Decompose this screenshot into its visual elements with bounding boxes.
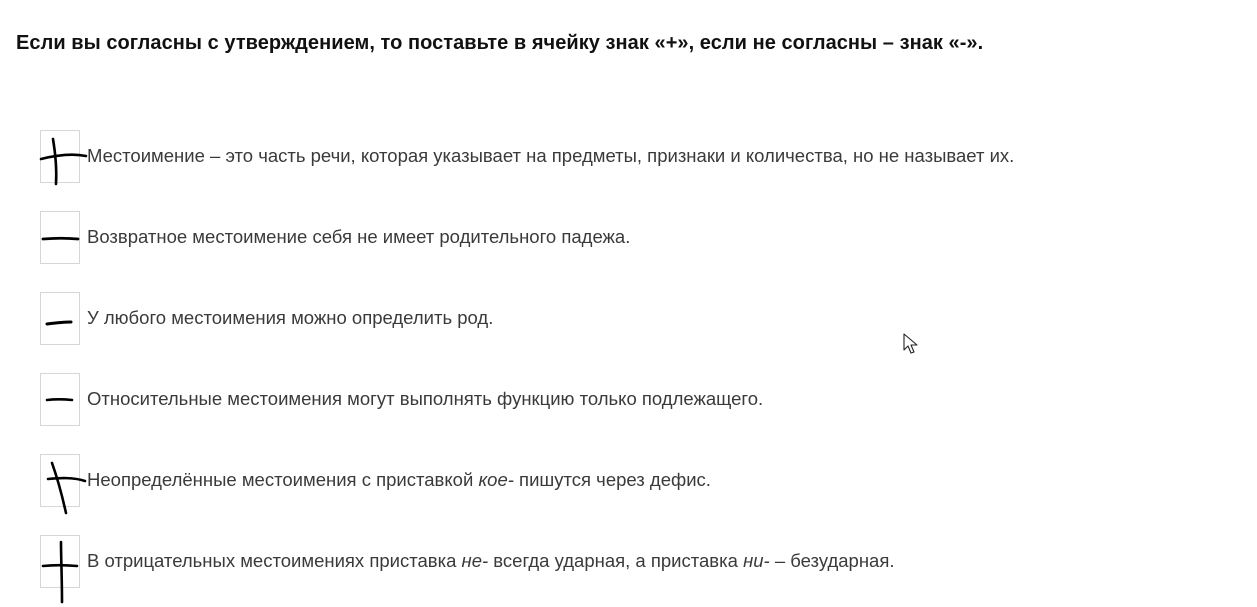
answer-cell[interactable]	[40, 373, 80, 426]
answer-cell[interactable]	[40, 211, 80, 264]
instruction-heading: Если вы согласны с утверждением, то поставьте в ячейку знак «+», если не согласны – знак «-».	[16, 32, 984, 54]
statement-row	[40, 535, 1240, 591]
answer-cell[interactable]	[40, 292, 80, 345]
answer-cell[interactable]	[40, 535, 80, 588]
handwritten-minus-mark	[37, 372, 87, 432]
statement-row	[40, 454, 1240, 510]
handwritten-minus-mark	[37, 210, 87, 270]
statement-row	[40, 292, 1240, 348]
statement-row	[40, 211, 1240, 267]
statement-row	[40, 130, 1240, 186]
answer-cell[interactable]	[40, 130, 80, 183]
statement-text: Относительные местоимения могут выполнять функцию только подлежащего.	[87, 388, 764, 409]
statement-text: В отрицательных местоимениях приставка не- всегда ударная, а приставка ни- – безударная.	[87, 550, 895, 571]
handwritten-plus-mark	[37, 534, 87, 604]
handwritten-plus-mark	[37, 129, 87, 189]
handwritten-minus-mark	[37, 291, 87, 351]
statement-text: Неопределённые местоимения с приставкой кое- пишутся через дефис.	[87, 469, 711, 490]
statement-text: Местоимение – это часть речи, которая указывает на предметы, признаки и количества, но не называет их.	[87, 145, 1015, 166]
statement-text: У любого местоимения можно определить род.	[87, 307, 494, 328]
statement-row	[40, 373, 1240, 429]
answer-cell[interactable]	[40, 454, 80, 507]
mouse-pointer-icon	[903, 333, 919, 360]
handwritten-plus-mark	[37, 453, 87, 513]
statement-text: Возвратное местоимение себя не имеет родительного падежа.	[87, 226, 631, 247]
